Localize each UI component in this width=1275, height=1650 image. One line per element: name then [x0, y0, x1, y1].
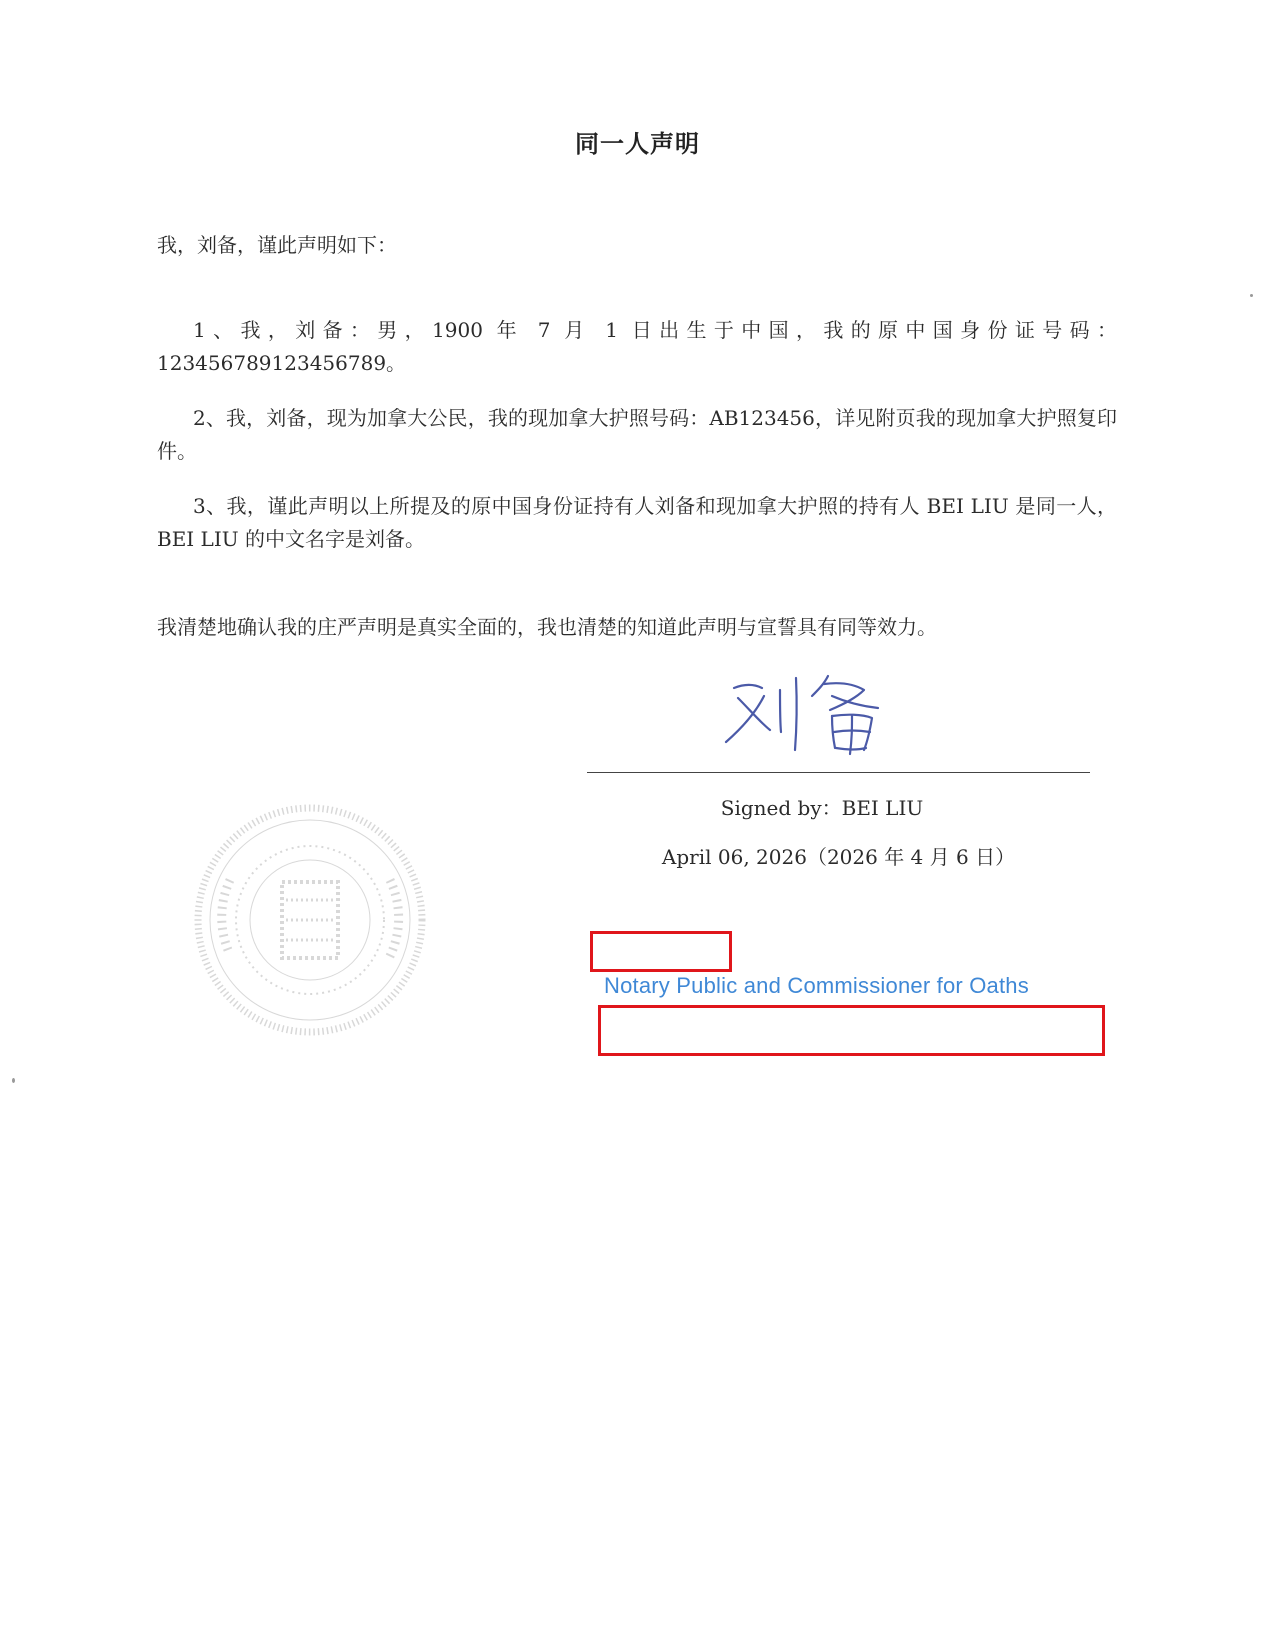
signed-by-label: Signed by：BEI LIU: [720, 796, 924, 820]
signature-date: April 06, 2026（2026 年 4 月 6 日）: [661, 845, 1016, 869]
scan-speck: [1250, 294, 1253, 297]
signature-line: [587, 772, 1090, 773]
notary-title: Notary Public and Commissioner for Oaths: [604, 973, 1029, 998]
embossed-seal-icon: [190, 800, 430, 1040]
document-title: 同一人声明: [575, 129, 700, 158]
closing-statement: 我清楚地确认我的庄严声明是真实全面的，我也清楚的知道此声明与宣誓具有同等效力。: [157, 615, 937, 639]
paragraph-1: 1、我，刘备：男，1900 年 7 月 1 日出生于中国，我的原中国身份证号码：123456789123456789。: [157, 318, 1117, 375]
redaction-box-name: [590, 931, 732, 972]
handwritten-signature: [720, 670, 900, 758]
redaction-box-details: [598, 1005, 1105, 1056]
paragraph-3: 3、我，谨此声明以上所提及的原中国身份证持有人刘备和现加拿大护照的持有人 BEI LIU 是同一人，BEI LIU 的中文名字是刘备。: [157, 494, 1117, 551]
paragraph-2: 2、我，刘备，现为加拿大公民，我的现加拿大护照号码：AB123456，详见附页我的现加拿大护照复印件。: [157, 406, 1117, 463]
intro-line: 我，刘备，谨此声明如下：: [157, 233, 397, 257]
scan-speck: [12, 1078, 15, 1083]
